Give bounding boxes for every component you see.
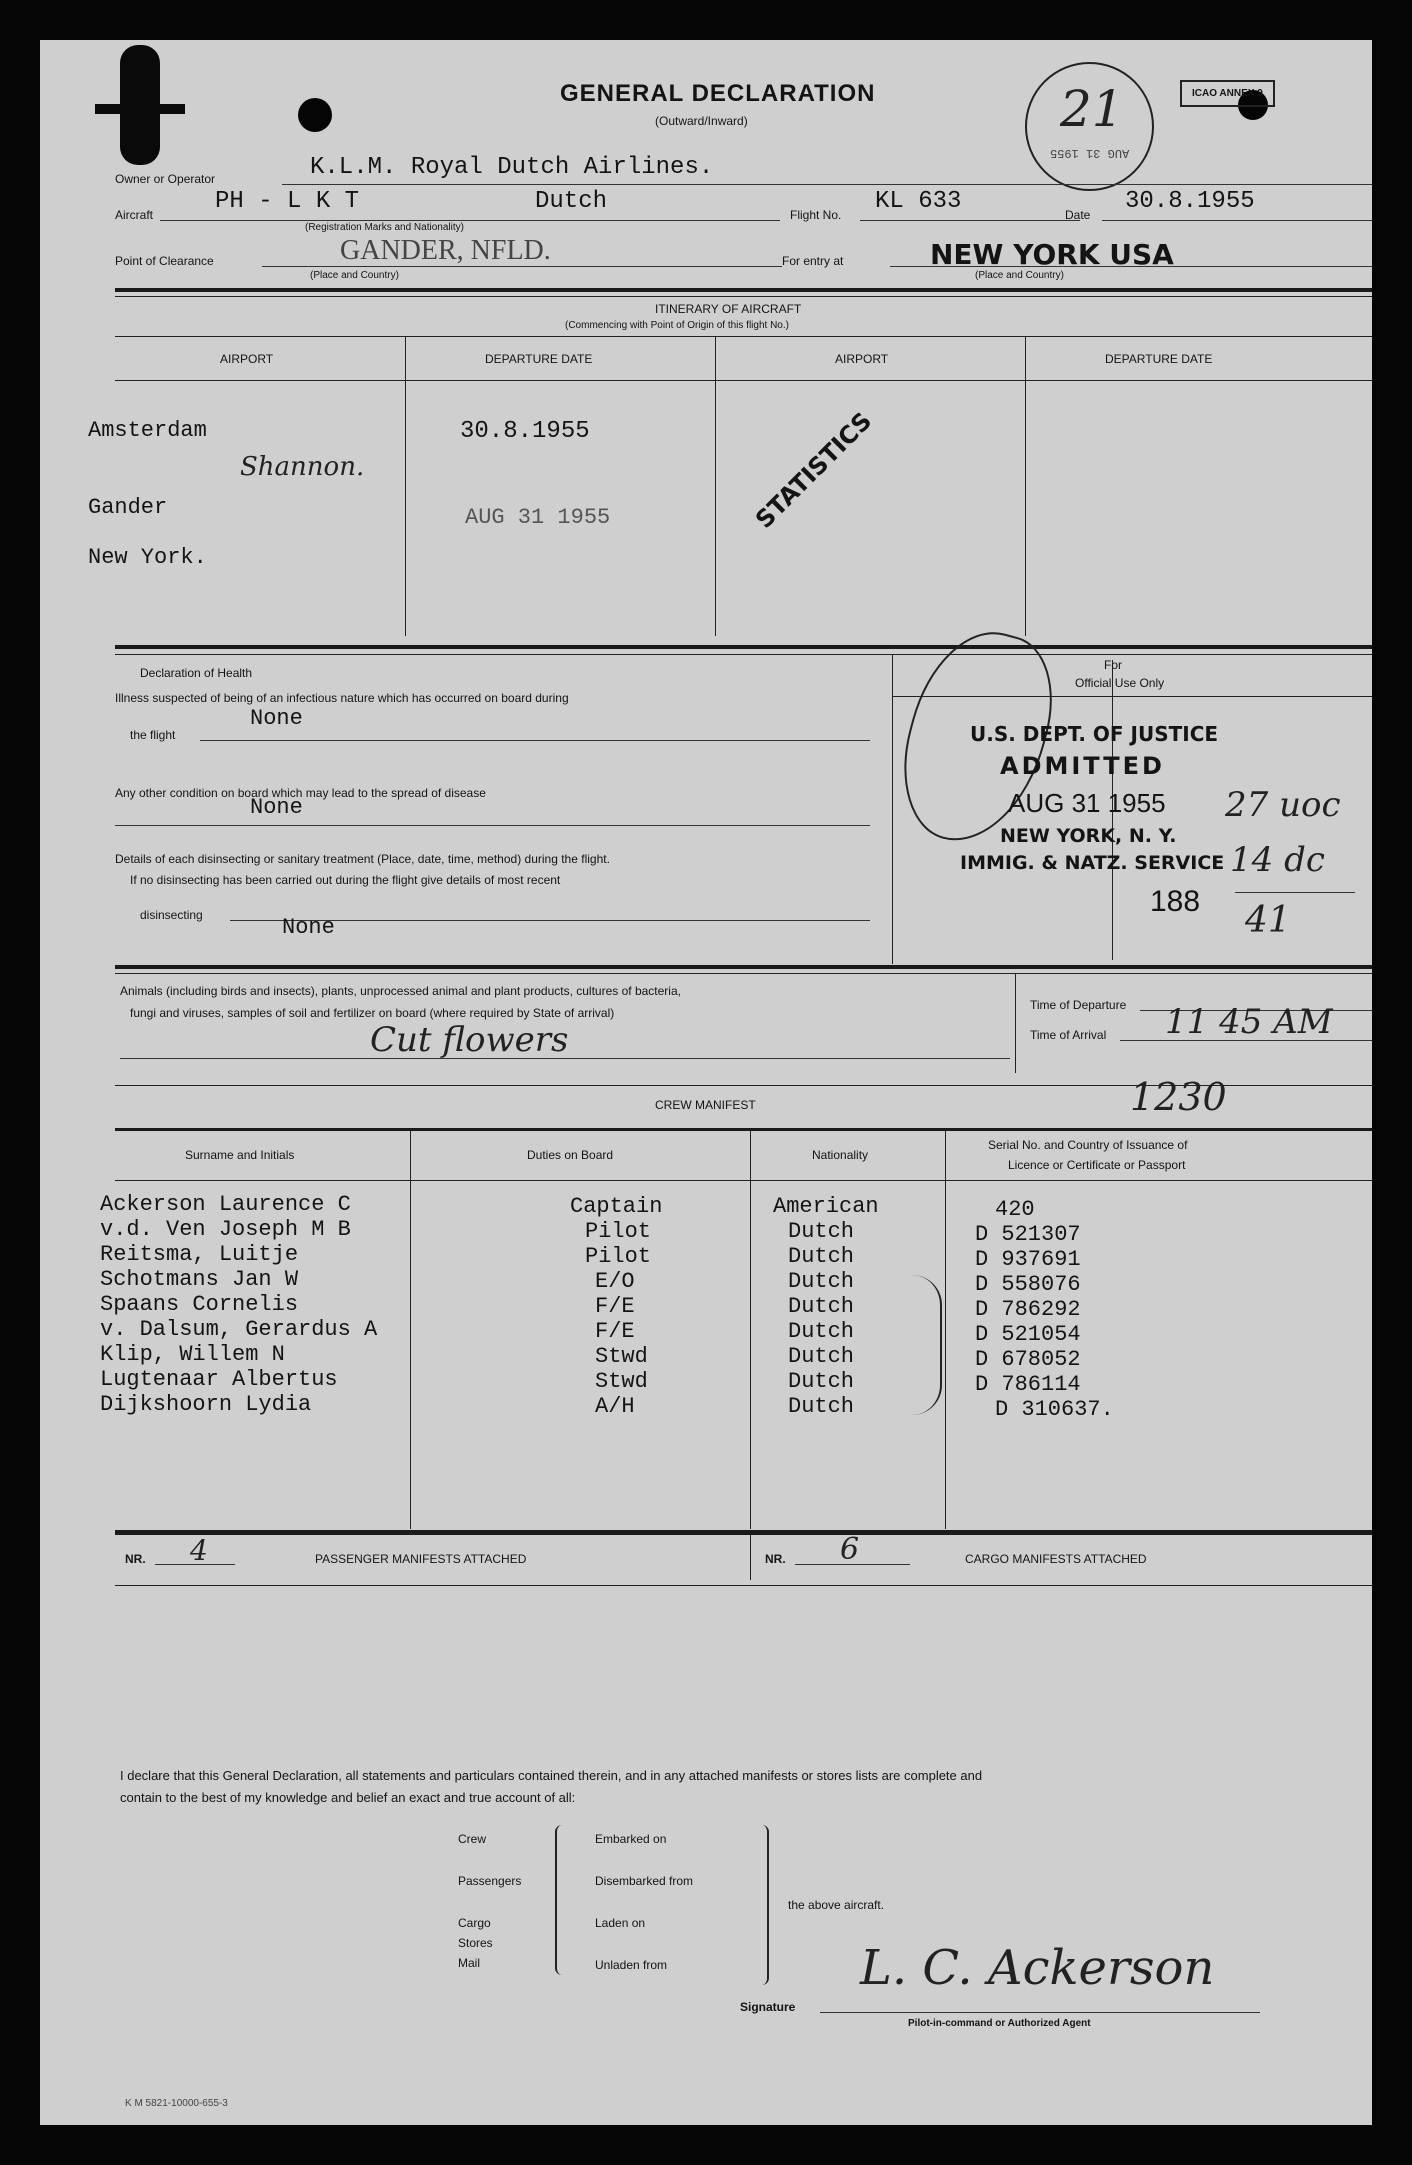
nationality-value: Dutch bbox=[535, 188, 608, 215]
note-14: 14 dc bbox=[1230, 840, 1325, 880]
health-q3b: If no disinsecting has been carried out during the flight give details of most recent bbox=[130, 873, 561, 887]
declaration-text-1: I declare that this General Declaration, all statements and particulars contained therein, and in any attached manifests or stores lists are complete and bbox=[120, 1768, 983, 1783]
admitted-stamp-line-2: ADMITTED bbox=[1000, 752, 1165, 780]
aircraft-label: Aircraft bbox=[115, 208, 154, 222]
crew-header-serial-1: Serial No. and Country of Issuance of bbox=[988, 1138, 1188, 1152]
crew-nationality: Dutch bbox=[788, 1219, 855, 1244]
decl-cargo: Cargo bbox=[458, 1916, 491, 1930]
crew-serial: D 310637. bbox=[995, 1397, 1114, 1422]
crew-name: Reitsma, Luitje bbox=[100, 1242, 299, 1267]
admitted-stamp-line-1: U.S. DEPT. OF JUSTICE bbox=[970, 722, 1219, 746]
crew-duty: Pilot bbox=[585, 1219, 652, 1244]
crew-serial: 420 bbox=[995, 1197, 1035, 1222]
departure-date-1: 30.8.1955 bbox=[460, 418, 590, 445]
crew-header-serial-2: Licence or Certificate or Passport bbox=[1008, 1158, 1186, 1172]
crew-duty: A/H bbox=[595, 1394, 635, 1419]
form-title: GENERAL DECLARATION bbox=[560, 80, 876, 107]
punch-hole-mid bbox=[298, 98, 332, 132]
declaration-form bbox=[40, 40, 1372, 2125]
animals-value: Cut flowers bbox=[370, 1020, 569, 1060]
decl-stores: Stores bbox=[458, 1936, 493, 1950]
health-title: Declaration of Health bbox=[140, 666, 253, 680]
clearance-caption: (Place and Country) bbox=[310, 270, 399, 281]
departure-time-label: Time of Departure bbox=[1030, 998, 1127, 1012]
arrival-time-value: 11 45 AM bbox=[1165, 1002, 1333, 1042]
decl-unladen: Unladen from bbox=[595, 1958, 668, 1972]
handwritten-number: 21 bbox=[1060, 80, 1124, 138]
health-a2: None bbox=[250, 795, 303, 820]
annex-box: ICAO ANNEX 9 bbox=[1180, 80, 1275, 107]
crew-duty: E/O bbox=[595, 1269, 635, 1294]
entry-caption: (Place and Country) bbox=[975, 270, 1064, 281]
crew-name: v. Dalsum, Gerardus A bbox=[100, 1317, 378, 1342]
airport-1: Amsterdam bbox=[88, 418, 207, 443]
crew-nationality: Dutch bbox=[788, 1369, 855, 1394]
itin-header-airport-1: AIRPORT bbox=[220, 352, 274, 366]
crew-duty: Pilot bbox=[585, 1244, 652, 1269]
clearance-label: Point of Clearance bbox=[115, 254, 214, 268]
decl-embarked: Embarked on bbox=[595, 1832, 667, 1846]
crew-name: Dijkshoorn Lydia bbox=[100, 1392, 312, 1417]
brace-right bbox=[755, 1825, 769, 1985]
crew-duty: F/E bbox=[595, 1319, 635, 1344]
itinerary-subtitle: (Commencing with Point of Origin of this flight No.) bbox=[565, 320, 789, 331]
crew-name: Schotmans Jan W bbox=[100, 1267, 299, 1292]
health-q3c: disinsecting bbox=[140, 908, 203, 922]
crew-duty: Stwd bbox=[595, 1344, 648, 1369]
crew-header-name: Surname and Initials bbox=[185, 1148, 295, 1162]
crew-serial: D 521054 bbox=[975, 1322, 1081, 1347]
health-a3: None bbox=[282, 915, 335, 940]
admitted-stamp-line-4: NEW YORK, N. Y. bbox=[1000, 825, 1177, 847]
admitted-stamp-line-3: AUG 31 1955 bbox=[1008, 788, 1166, 818]
crew-nationality: Dutch bbox=[788, 1269, 855, 1294]
crew-name: Ackerson Laurence C bbox=[100, 1192, 351, 1217]
crew-header-nationality: Nationality bbox=[812, 1148, 869, 1162]
crew-nationality: Dutch bbox=[788, 1244, 855, 1269]
crew-nationality: Dutch bbox=[788, 1294, 855, 1319]
form-number: K M 5821-10000-655-3 bbox=[125, 2098, 228, 2109]
entry-value: NEW YORK USA bbox=[930, 238, 1174, 271]
crew-name: Lugtenaar Albertus bbox=[100, 1367, 338, 1392]
official-number: 188 bbox=[1150, 885, 1201, 918]
animals-text: Animals (including birds and insects), plants, unprocessed animal and plant products, cultures of bacteria, bbox=[120, 984, 681, 998]
decl-passengers: Passengers bbox=[458, 1874, 522, 1888]
statistics-stamp: STATISTICS bbox=[750, 406, 878, 534]
crew-serial: D 786292 bbox=[975, 1297, 1081, 1322]
itinerary-title: ITINERARY OF AIRCRAFT bbox=[655, 302, 802, 316]
declaration-text-2: contain to the best of my knowledge and belief an exact and true account of all: bbox=[120, 1790, 576, 1805]
form-subtitle: (Outward/Inward) bbox=[655, 114, 748, 128]
crew-serial: D 521307 bbox=[975, 1222, 1081, 1247]
flight-value: KL 633 bbox=[875, 188, 962, 215]
signature-caption: Pilot-in-command or Authorized Agent bbox=[908, 2018, 1091, 2029]
airport-4: New York. bbox=[88, 545, 207, 570]
airport-3: Gander bbox=[88, 495, 168, 520]
amended-time: 1230 bbox=[1130, 1075, 1227, 1119]
arrival-time-label: Time of Arrival bbox=[1030, 1028, 1107, 1042]
health-q1: Illness suspected of being of an infectious nature which has occurred on board during bbox=[115, 691, 569, 705]
crew-nationality: Dutch bbox=[788, 1394, 855, 1419]
crew-duty: Captain bbox=[570, 1194, 663, 1219]
crew-nationality: American bbox=[773, 1194, 879, 1219]
top-right-stamp: AUG 31 1955 bbox=[1050, 146, 1130, 160]
itin-header-date-2: DEPARTURE DATE bbox=[1105, 352, 1213, 366]
passenger-count: 4 bbox=[190, 1534, 208, 1567]
crew-duty: Stwd bbox=[595, 1369, 648, 1394]
decl-mail: Mail bbox=[458, 1956, 481, 1970]
crew-name: Spaans Cornelis bbox=[100, 1292, 299, 1317]
signature-label: Signature bbox=[740, 2000, 796, 2014]
owner-value: K.L.M. Royal Dutch Airlines. bbox=[310, 154, 714, 181]
health-q2: Any other condition on board which may lead to the spread of disease bbox=[115, 786, 486, 800]
crew-serial: D 558076 bbox=[975, 1272, 1081, 1297]
entry-label: For entry at bbox=[782, 254, 844, 268]
animals-text-2: fungi and viruses, samples of soil and fertilizer on board (where required by State of arrival) bbox=[130, 1006, 615, 1020]
official-label-2: Official Use Only bbox=[1075, 676, 1165, 690]
crew-name: Klip, Willem N bbox=[100, 1342, 285, 1367]
crew-serial: D 678052 bbox=[975, 1347, 1081, 1372]
airport-2: Shannon. bbox=[240, 452, 365, 482]
crew-serial: D 786114 bbox=[975, 1372, 1081, 1397]
aircraft-value: PH - L K T bbox=[215, 188, 360, 215]
date-label: Date bbox=[1065, 208, 1091, 222]
registration-caption: (Registration Marks and Nationality) bbox=[305, 222, 464, 233]
decl-crew: Crew bbox=[458, 1832, 487, 1846]
crew-serial: D 937691 bbox=[975, 1247, 1081, 1272]
crew-nationality: Dutch bbox=[788, 1319, 855, 1344]
decl-aircraft: the above aircraft. bbox=[788, 1898, 885, 1912]
signature-value: L. C. Ackerson bbox=[860, 1940, 1215, 1996]
cargo-count: 6 bbox=[840, 1532, 860, 1567]
decl-disembarked: Disembarked from bbox=[595, 1874, 694, 1888]
official-label-1: For bbox=[1104, 658, 1122, 672]
date-value: 30.8.1955 bbox=[1125, 188, 1255, 215]
health-q3: Details of each disinsecting or sanitary treatment (Place, date, time, method) during the flight. bbox=[115, 852, 610, 866]
cargo-nr-label: NR. bbox=[765, 1552, 786, 1566]
crew-duty: F/E bbox=[595, 1294, 635, 1319]
itin-header-date-1: DEPARTURE DATE bbox=[485, 352, 593, 366]
decl-laden: Laden on bbox=[595, 1916, 646, 1930]
note-41: 41 bbox=[1245, 900, 1291, 941]
wing-logo bbox=[95, 104, 185, 114]
crew-nationality: Dutch bbox=[788, 1344, 855, 1369]
admitted-stamp-line-5: IMMIG. & NATZ. SERVICE bbox=[960, 852, 1225, 874]
nationality-brace bbox=[900, 1275, 942, 1415]
cargo-manifests-label: CARGO MANIFESTS ATTACHED bbox=[965, 1552, 1147, 1566]
health-q1b: the flight bbox=[130, 728, 176, 742]
owner-label: Owner or Operator bbox=[115, 172, 216, 186]
departure-stamp: AUG 31 1955 bbox=[465, 505, 611, 530]
flight-label: Flight No. bbox=[790, 208, 842, 222]
clearance-value: GANDER, NFLD. bbox=[340, 235, 551, 266]
brace-left bbox=[555, 1825, 569, 1975]
crew-name: v.d. Ven Joseph M B bbox=[100, 1217, 351, 1242]
crew-title: CREW MANIFEST bbox=[655, 1098, 756, 1112]
itin-header-airport-2: AIRPORT bbox=[835, 352, 889, 366]
note-27: 27 uoc bbox=[1225, 785, 1341, 825]
passenger-nr-label: NR. bbox=[125, 1552, 146, 1566]
health-a1: None bbox=[250, 706, 303, 731]
passenger-manifests-label: PASSENGER MANIFESTS ATTACHED bbox=[315, 1552, 527, 1566]
crew-header-duties: Duties on Board bbox=[527, 1148, 614, 1162]
